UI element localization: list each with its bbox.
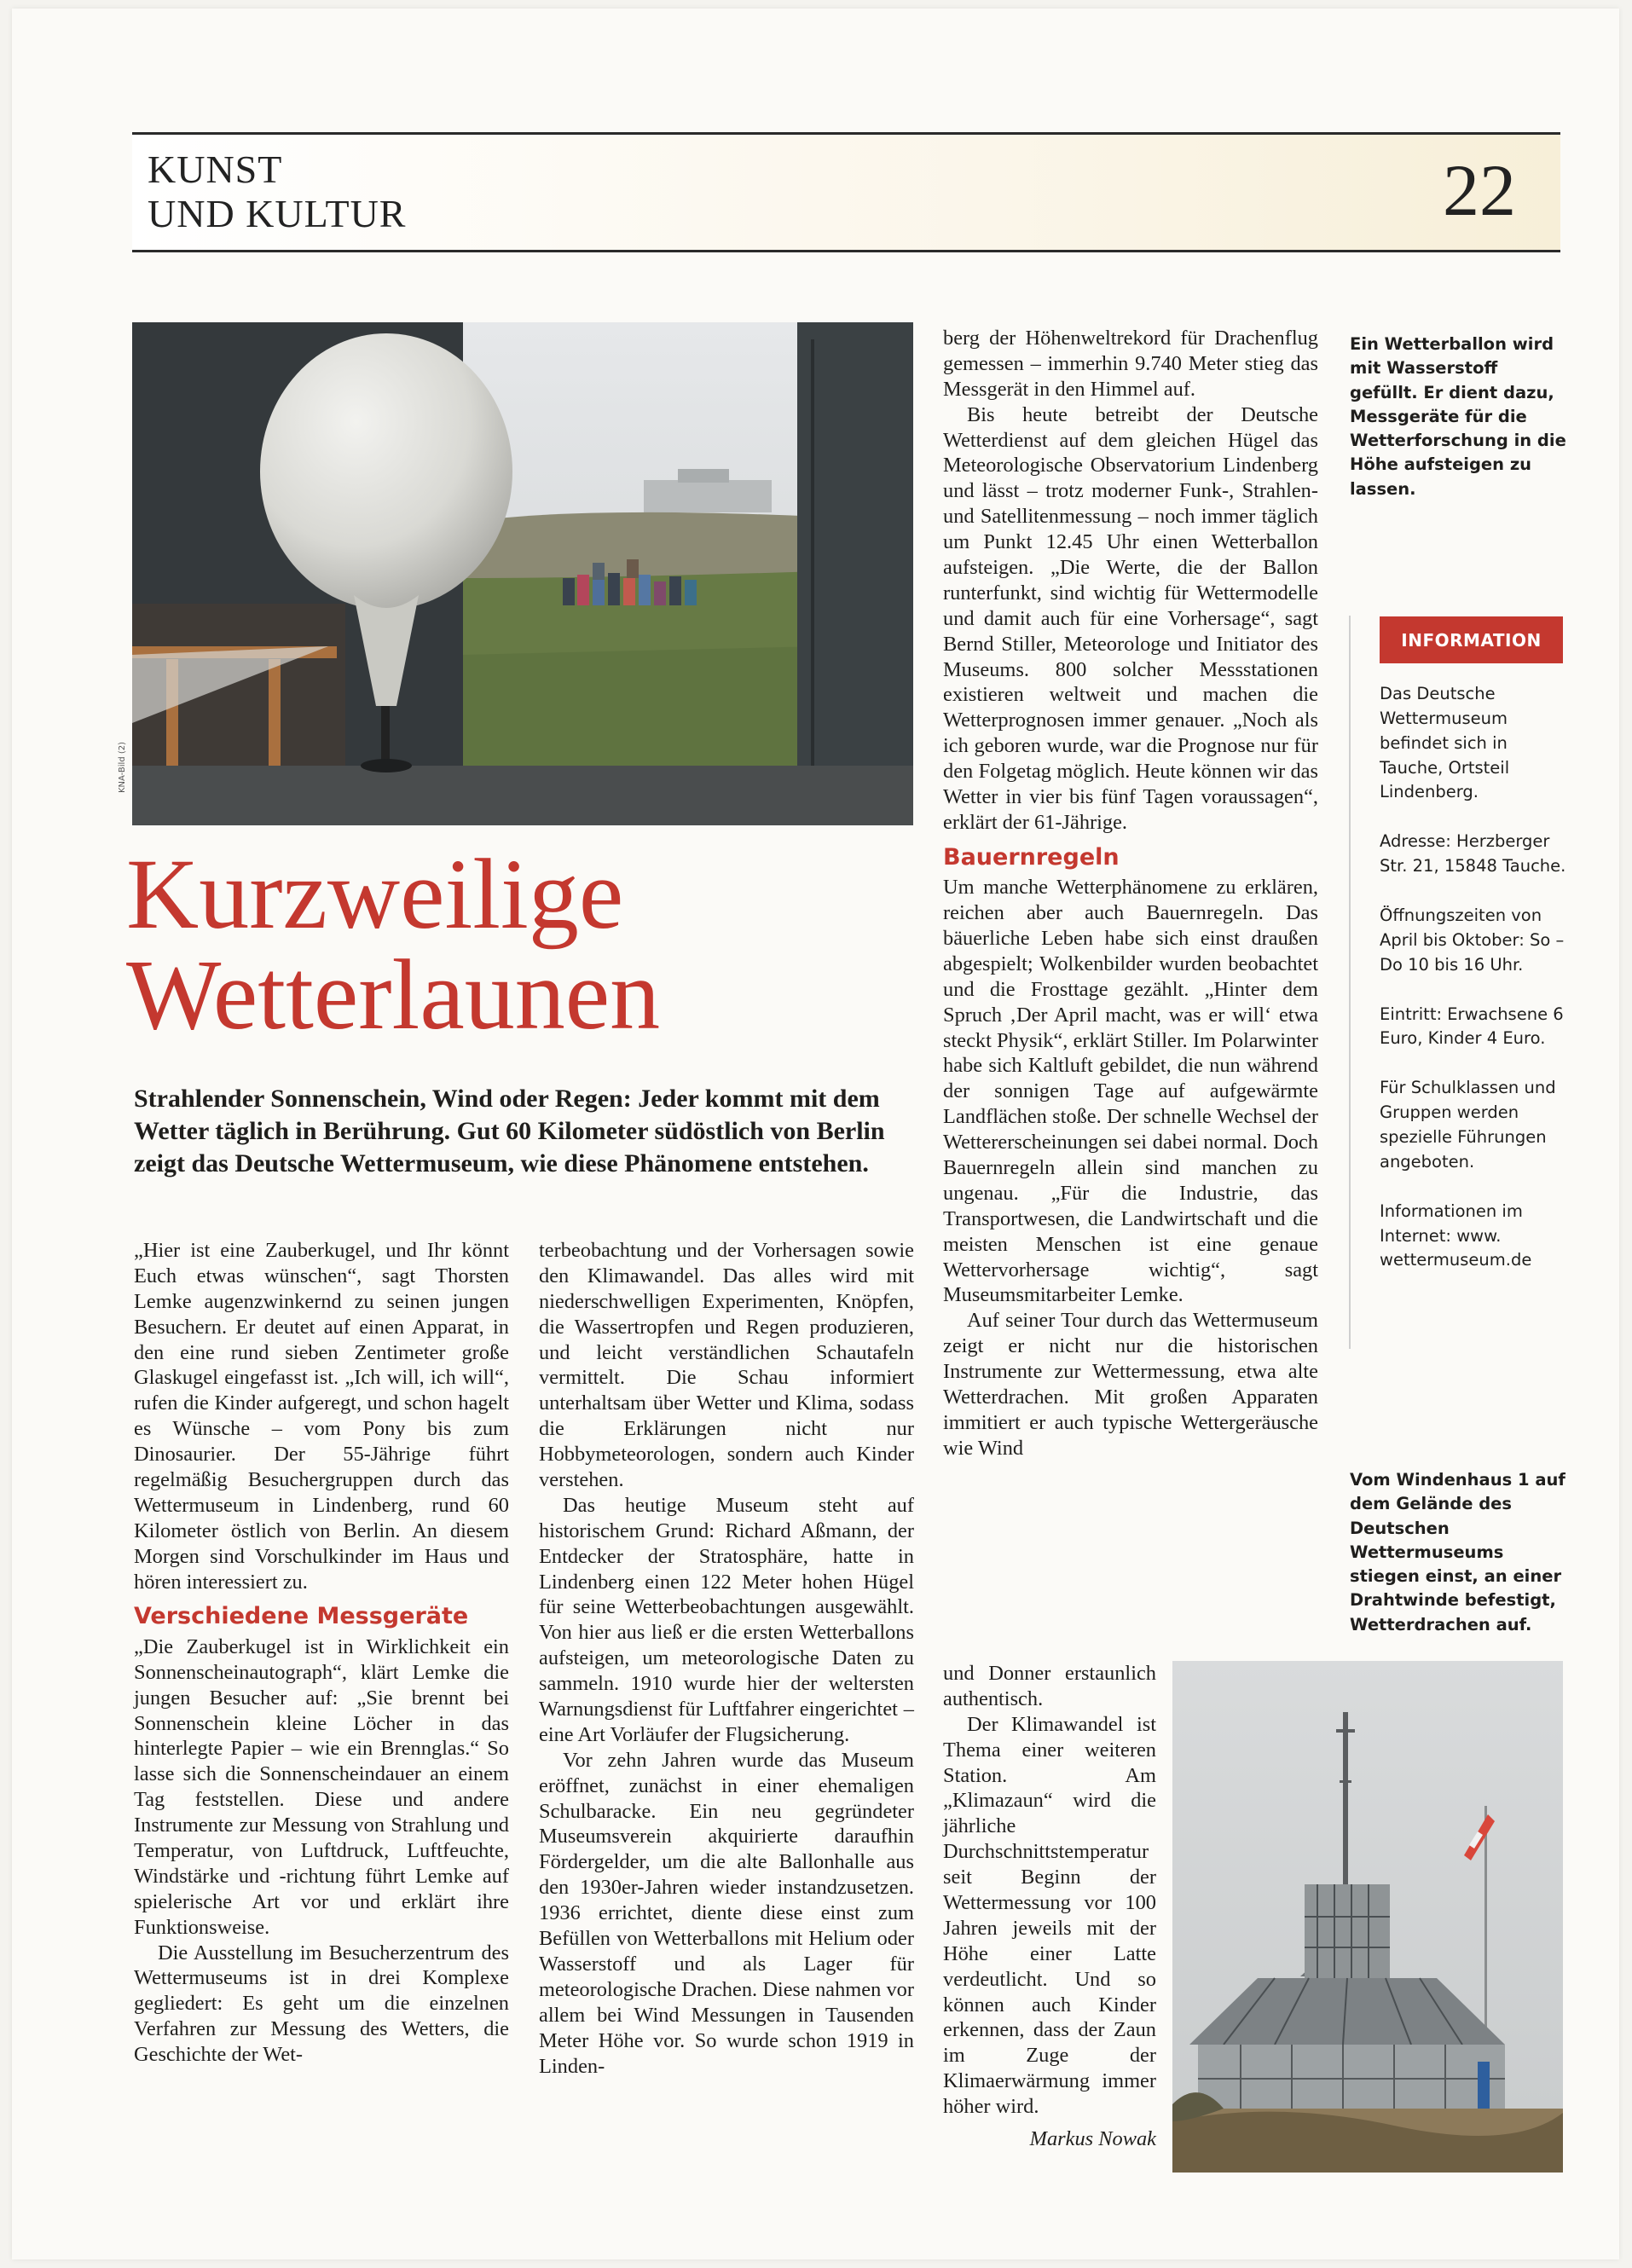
article-column-2 (539, 1238, 914, 2079)
paragraph: Um manche Wetterphänomene zu erklären, reichen aber auch Bauernregeln. Das bäuerliche Leben habe sich einst draußen abgespielt; Wolkenbilder wurden beobachtet und die Frosttage gezählt. „Hinter dem Spruch ‚Der April macht, was er will‘ etwa steckt Physik“, erklärt Stiller. Im Polarwinter habe sich Kaltluft gebildet, die nun während der sonnigen Tage auf aufgewärmte Landflächen stoße. Der schnelle Wechsel der Wettererscheinungen sei dabei normal. Doch Bauernregeln allein sind manchen zu ungenau. „Für die Industrie, das Transportwesen, die Landwirtschaft und die meisten Menschen ist eine genaue Wettervorhersage wichtig“, sagt Museumsmitarbeiter Lemke. (943, 876, 1318, 1307)
page-number: 22 (1443, 149, 1516, 231)
paragraph: „Hier ist eine Zauberkugel, und Ihr könnt Euch etwas wünschen“, sagt Thorsten Lemke augenzwinkernd zu seinen jungen Besuchern. Er deutet auf einen Apparat, in den eine rund sieben Zentimeter große Glaskugel eingefasst ist. „Ich will, ich will“, rufen die Kinder aufgeregt, und schon hagelt es Wünsche – vom Pony bis zum Dinosaurier. Der 55-Jährige führt regelmäßig Besuchergruppen durch das Wettermuseum in Lindenberg, rund 60 Kilometer östlich von Berlin. An diesem Morgen sind Vorschulkinder im Haus und hören interessiert zu. (134, 1239, 509, 1594)
info-address: Adresse: Herzberger Str. 21, 15848 Tauche. (1380, 831, 1566, 877)
subheading-bauernregeln: Bauernregeln (943, 843, 1120, 871)
paragraph: „Die Zauberkugel ist in Wirklichkeit ein Sonnenscheinautograph“, klärt Lemke die jungen Besucher auf: „Sie brennt bei Sonnenschein kleine Löcher in das hinterlegte Papier – wie ein Brennglas.“ So lasse sich die Sonnenscheindauer an einem Tag feststellen. Diese und andere Instrumente zur Messung von Strahlung und Temperatur, von Luftdruck, Luftfeuchte, Windstärke und -richtung führt Lemke auf spielerische Art vor und erklärt ihre Funktionsweise. (134, 1634, 509, 1939)
photo-weather-balloon-image (132, 322, 913, 825)
article-column-1 (134, 1238, 509, 2068)
paragraph: terbeobachtung und der Vorhersagen sowie den Klimawandel. Das alles wird mit niederschwelligen Experimenten, Knöpfen, die Wassertropfen und Regen produzieren, und leicht verständlichen Schautafeln vermittelt. Die Schau informiert unterhaltsam über Wetter und Klima, sodass die Erklärungen nicht nur Hobbymeteorologen, sondern auch Kinder verstehen. (539, 1239, 914, 1492)
photo-windenhaus-image (1172, 1661, 1563, 2173)
paragraph: Vor zehn Jahren wurde das Museum eröffnet, zunächst in einer ehemaligen Schulbaracke. Ein neu gegründeter Museumsverein akquirierte daraufhin Fördergelder, um die alte Ballonhalle aus den 1930er-Jahren wieder instandzusetzen. 1936 errichtet, diente diese einst zum Befüllen von Wetterballons mit Helium oder Wasserstoff und als Lager für meteorologische Drachen. Diese nahmen vor allem bei Wind Messungen in Tausenden Meter Höhe vor. So wurde schon 1919 in Linden- (539, 1748, 914, 2078)
info-box (1380, 682, 1567, 1298)
article-column-3-continued (943, 1661, 1156, 2152)
subheading-messgeraete: Verschiedene Messgeräte (134, 1603, 469, 1630)
photo-windenhaus (1172, 1661, 1563, 2173)
info-groups: Für Schulklassen und Gruppen werden spezielle Führungen angeboten. (1380, 1078, 1556, 1172)
paragraph: Die Ausstellung im Besucherzentrum des Wettermuseums ist in drei Komplexe gegliedert: Es geht um die einzelnen Verfahren zur Messung des Wetters, die Geschichte der Wet- (134, 1941, 509, 2067)
article-column-3 (943, 326, 1318, 1461)
headline-line2: Wetterlaunen (126, 939, 661, 1050)
photo-caption-balloon: Ein Wetterballon wird mit Wasserstoff gefüllt. Er dient dazu, Messgeräte für die Wetterforschung in die Höhe aufsteigen zu lassen. (1350, 334, 1566, 499)
info-box-tag: INFORMATION (1380, 616, 1563, 663)
author-byline: Markus Nowak (1029, 2127, 1156, 2151)
photo-credit: KNA-Bild (2) (118, 741, 127, 793)
article-lead: Strahlender Sonnenschein, Wind oder Regen: Jeder kommt mit dem Wetter täglich in Berührung. Gut 60 Kilometer südöstlich von Berlin zeigt das Deutsche Wettermuseum, wie diese Phänomene entstehen. (134, 1085, 885, 1178)
article-headline (126, 838, 936, 1050)
info-opening-hours: Öffnungszeiten von April bis Oktober: So – Do 10 bis 16 Uhr. (1380, 905, 1565, 975)
info-admission: Eintritt: Erwachsene 6 Euro, Kinder 4 Euro. (1380, 1004, 1564, 1049)
paragraph: berg der Höhenweltrekord für Drachenflug gemessen – immerhin 9.740 Meter stieg das Messgerät in den Himmel auf. (943, 327, 1318, 401)
info-box-divider (1349, 616, 1351, 1349)
section-header (132, 132, 1560, 252)
paragraph: Das heutige Museum steht auf historischem Grund: Richard Aßmann, der Entdecker der Stratosphäre, hatte in Lindenberg einen 122 Meter hohen Hügel für seine Wetterbeobachtungen ausgewählt. Von hier aus ließ er die ersten Wetterballons aufsteigen, um meteorologische Daten zu sammeln. 1910 wurde hier der weltersten Warnungsdienst für Luftfahrer eingerichtet – eine Art Vorläufer der Flugsicherung. (539, 1493, 914, 1746)
paragraph: Der Klimawandel ist Thema einer weiteren Station. Am „Klimazaun“ wird die jährliche Durchschnittstemperatur seit Beginn der Wettermessung vor 100 Jahren jeweils mit der Höhe einer Latte verdeutlicht. Und so können auch Kinder erkennen, dass der Zaun im Zuge der Klimaerwärmung immer höher wird. (943, 1712, 1156, 2119)
info-website: Informationen im Internet: www. wettermuseum.de (1380, 1201, 1532, 1270)
section-title-line1: KUNST (148, 148, 283, 191)
photo-weather-balloon (132, 322, 913, 825)
section-title-line2: UND KULTUR (148, 192, 407, 235)
paragraph: und Donner erstaunlich authentisch. (943, 1662, 1156, 1710)
info-location: Das Deutsche Wettermuseum befindet sich in Tauche, Ortsteil Lindenberg. (1380, 684, 1510, 802)
paragraph: Bis heute betreibt der Deutsche Wetterdienst auf dem gleichen Hügel das Meteorologische Observatorium Lindenberg und lässt – trotz moderner Funk-, Strahlen- und Satellitenmessung – noch immer täglich um Punkt 12.45 Uhr einen Wetterballon aufsteigen. „Die Werte, die der Ballon runterfunkt, sind wichtig für Wettermodelle und damit auch für eine Vorhersage“, sagt Bernd Stiller, Meteorologe und Initiator des Museums. 800 solcher Messstationen existieren weltweit und machen die Wetterprognosen immer genauer. „Noch als ich geboren wurde, war die Prognose nur für den Folgetag möglich. Heute können wir das Wetter in vier bis fünf Tagen voraussagen“, erklärt der 61-Jährige. (943, 402, 1318, 834)
headline-line1: Kurzweilige (126, 838, 624, 950)
paragraph: Auf seiner Tour durch das Wettermuseum zeigt er nicht nur die historischen Instrumente zur Wettermessung, etwa alte Wetterdrachen. Mit großen Apparaten immitiert er auch typische Wettergeräusche wie Wind (943, 1309, 1318, 1460)
photo-caption-windenhaus: Vom Windenhaus 1 auf dem Gelände des Deutschen Wettermuseums stiegen einst, an einer Drahtwinde befestigt, Wetterdrachen auf. (1350, 1470, 1565, 1634)
